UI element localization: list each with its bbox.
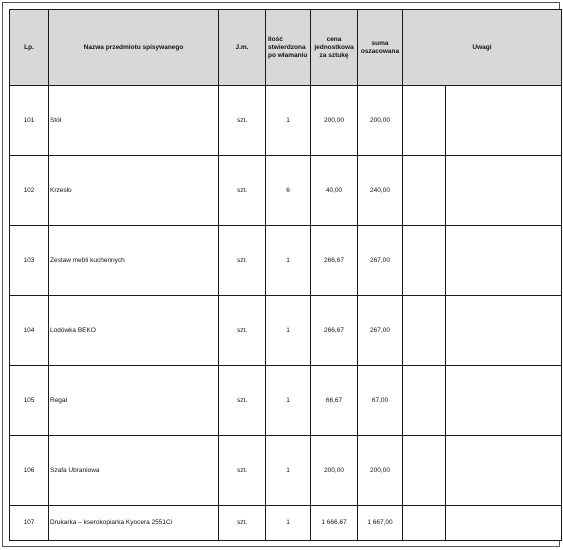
header-unit-price: cena jednostkowa za sztukę xyxy=(311,10,358,86)
cell-qty: 1 xyxy=(266,86,311,156)
cell-unit: szt. xyxy=(219,156,266,226)
table-row xyxy=(10,86,562,156)
cell-notes-b xyxy=(446,226,562,296)
header-total: suma oszacowana xyxy=(358,10,403,86)
cell-total: 1 667,00 xyxy=(358,506,403,541)
cell-total: 240,00 xyxy=(358,156,403,226)
cell-notes-a xyxy=(403,156,446,226)
header-qty: Ilość stwierdzona po włamaniu xyxy=(266,10,311,86)
cell-qty: 1 xyxy=(266,296,311,366)
cell-total: 67,00 xyxy=(358,366,403,436)
cell-unit-price: 266,67 xyxy=(311,296,358,366)
cell-notes-b xyxy=(446,296,562,366)
cell-lp: 106 xyxy=(10,436,49,506)
cell-notes-a xyxy=(403,296,446,366)
cell-total: 200,00 xyxy=(358,86,403,156)
cell-lp: 101 xyxy=(10,86,49,156)
cell-notes-b xyxy=(446,436,562,506)
header-notes: Uwagi xyxy=(403,10,562,86)
cell-lp: 102 xyxy=(10,156,49,226)
cell-notes-a xyxy=(403,86,446,156)
header-unit: J.m. xyxy=(219,10,266,86)
table-row xyxy=(10,296,562,366)
header-row xyxy=(10,10,562,86)
table-row xyxy=(10,156,562,226)
cell-notes-b xyxy=(446,366,562,436)
header-name: Nazwa przedmiotu spisywanego xyxy=(49,10,219,86)
cell-name: Szafa Ubraniowa xyxy=(49,436,219,506)
table-row xyxy=(10,366,562,436)
cell-qty: 1 xyxy=(266,366,311,436)
cell-unit: szt. xyxy=(219,226,266,296)
cell-qty: 6 xyxy=(266,156,311,226)
cell-unit-price: 266,67 xyxy=(311,226,358,296)
cell-notes-b xyxy=(446,86,562,156)
cell-unit-price: 1 666,67 xyxy=(311,506,358,541)
cell-qty: 1 xyxy=(266,436,311,506)
cell-qty: 1 xyxy=(266,506,311,541)
cell-unit-price: 66,67 xyxy=(311,366,358,436)
cell-notes-b xyxy=(446,506,562,541)
document-page xyxy=(2,2,560,547)
cell-name: Zestaw mebli kuchennych xyxy=(49,226,219,296)
cell-total: 200,00 xyxy=(358,436,403,506)
cell-notes-a xyxy=(403,226,446,296)
cell-total: 267,00 xyxy=(358,226,403,296)
cell-unit-price: 40,00 xyxy=(311,156,358,226)
cell-unit: szt. xyxy=(219,86,266,156)
cell-name: Drukarka – kserokopiarka Kyocera 2551Ci xyxy=(49,506,219,541)
cell-qty: 1 xyxy=(266,226,311,296)
cell-total: 267,00 xyxy=(358,296,403,366)
cell-name: Krzesło xyxy=(49,156,219,226)
cell-unit-price: 200,00 xyxy=(311,86,358,156)
cell-unit: szt. xyxy=(219,296,266,366)
cell-name: Lodówka BEKO xyxy=(49,296,219,366)
cell-lp: 103 xyxy=(10,226,49,296)
cell-unit: szt. xyxy=(219,436,266,506)
cell-notes-a xyxy=(403,436,446,506)
table-row xyxy=(10,226,562,296)
cell-lp: 107 xyxy=(10,506,49,541)
cell-unit: szt. xyxy=(219,506,266,541)
header-lp: Lp. xyxy=(10,10,49,86)
cell-lp: 104 xyxy=(10,296,49,366)
cell-name: Stół xyxy=(49,86,219,156)
cell-unit: szt. xyxy=(219,366,266,436)
cell-unit-price: 200,00 xyxy=(311,436,358,506)
cell-name: Regał xyxy=(49,366,219,436)
cell-lp: 105 xyxy=(10,366,49,436)
table-row xyxy=(10,436,562,506)
cell-notes-a xyxy=(403,506,446,541)
inventory-table xyxy=(9,9,562,541)
cell-notes-b xyxy=(446,156,562,226)
table-row xyxy=(10,506,562,541)
cell-notes-a xyxy=(403,366,446,436)
